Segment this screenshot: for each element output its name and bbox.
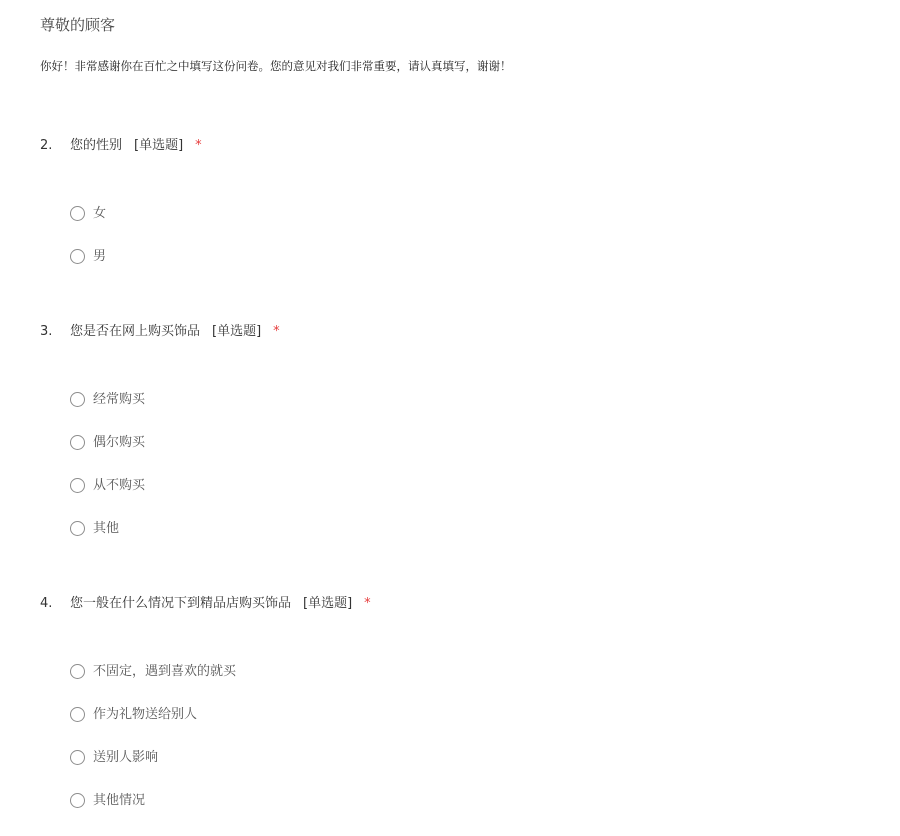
option-label: 从不购买: [93, 478, 146, 493]
option-not-fixed[interactable]: [70, 664, 860, 707]
question-text: 您一般在什么情况下到精品店购买饰品: [70, 596, 292, 611]
required-marker: *: [195, 138, 202, 153]
radio-button[interactable]: [70, 664, 85, 679]
required-marker: *: [273, 324, 280, 339]
question-number: 3.: [40, 324, 53, 339]
option-other-situation[interactable]: [70, 793, 860, 836]
option-label: 女: [93, 206, 107, 221]
radio-button[interactable]: [70, 392, 85, 407]
option-label: 作为礼物送给别人: [93, 707, 198, 722]
option-gift[interactable]: [70, 707, 860, 750]
option-influenced[interactable]: [70, 750, 860, 793]
option-list: [70, 206, 860, 292]
question-online-purchase: [40, 322, 860, 564]
question-type-label: [单选题]: [303, 596, 353, 611]
option-label: 送别人影响: [93, 750, 159, 765]
option-label: 其他: [93, 521, 120, 536]
radio-button[interactable]: [70, 249, 85, 264]
question-gender: [40, 136, 860, 292]
radio-button[interactable]: [70, 478, 85, 493]
option-list: [70, 392, 860, 564]
survey-greeting: 尊敬的顾客: [40, 16, 116, 34]
option-label: 其他情况: [93, 793, 146, 808]
option-label: 偶尔购买: [93, 435, 146, 450]
option-occasionally[interactable]: [70, 435, 860, 478]
question-purchase-occasion: [40, 594, 860, 836]
question-number: 2.: [40, 138, 53, 153]
radio-button[interactable]: [70, 206, 85, 221]
question-title-row: [40, 322, 860, 342]
radio-button[interactable]: [70, 793, 85, 808]
question-title-row: [40, 136, 860, 156]
question-type-label: [单选题]: [212, 324, 262, 339]
option-other[interactable]: [70, 521, 860, 564]
question-text: 您的性别: [70, 138, 123, 153]
option-label: 男: [93, 249, 107, 264]
radio-button[interactable]: [70, 521, 85, 536]
option-female[interactable]: [70, 206, 860, 249]
option-male[interactable]: [70, 249, 860, 292]
question-number: 4.: [40, 596, 53, 611]
radio-button[interactable]: [70, 435, 85, 450]
option-often[interactable]: [70, 392, 860, 435]
radio-button[interactable]: [70, 707, 85, 722]
option-list: [70, 664, 860, 836]
survey-intro: 你好！非常感谢你在百忙之中填写这份问卷。您的意见对我们非常重要，请认真填写，谢谢！: [40, 59, 512, 73]
question-type-label: [单选题]: [134, 138, 184, 153]
required-marker: *: [364, 596, 371, 611]
option-label: 经常购买: [93, 392, 146, 407]
question-title-row: [40, 594, 860, 614]
option-label: 不固定，遇到喜欢的就买: [93, 664, 237, 679]
option-never[interactable]: [70, 478, 860, 521]
radio-button[interactable]: [70, 750, 85, 765]
question-text: 您是否在网上购买饰品: [70, 324, 201, 339]
